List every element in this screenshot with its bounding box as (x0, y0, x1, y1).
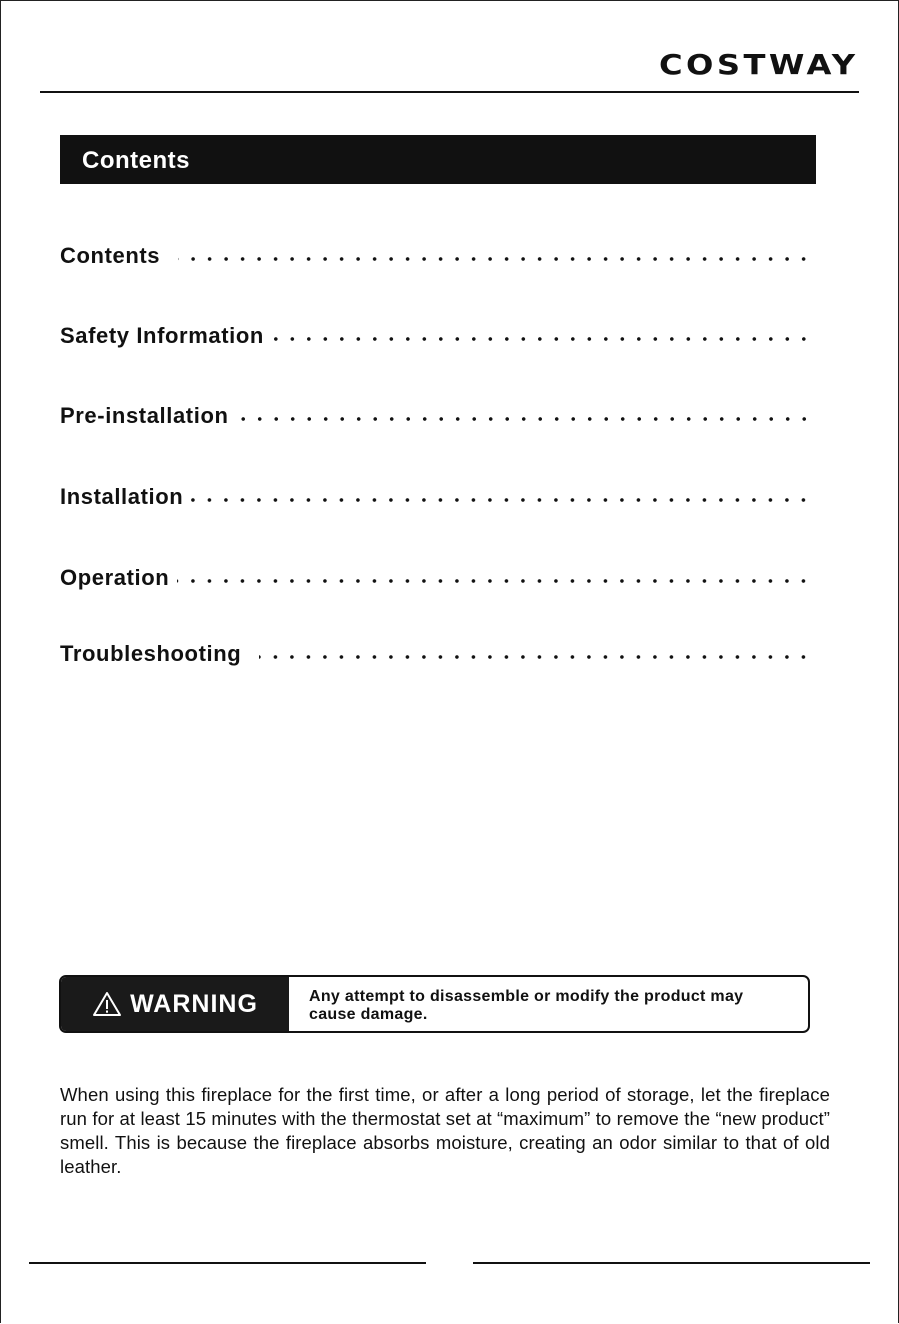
brand-logo: COSTWAY (659, 48, 859, 81)
toc-dot-leader (237, 417, 812, 421)
footer-divider-right (473, 1262, 870, 1264)
toc-item-label: Contents (60, 243, 161, 268)
section-title: Contents (82, 147, 190, 174)
toc-item-label: Pre-installation (60, 403, 229, 428)
toc-dot-leader (191, 498, 812, 502)
toc-item-operation[interactable] (60, 562, 812, 594)
toc-item-label: Troubleshooting (60, 641, 242, 666)
toc-item-safety-information[interactable] (60, 320, 812, 352)
warning-triangle-icon (92, 991, 122, 1017)
toc-item-installation[interactable] (60, 481, 812, 513)
toc-item-label: Safety Information (60, 323, 264, 348)
footer-divider-left (29, 1262, 426, 1264)
header-divider (40, 91, 859, 93)
toc-dot-leader (178, 257, 812, 261)
toc-item-contents[interactable] (60, 240, 812, 272)
toc-dot-leader (177, 579, 812, 583)
warning-message: Any attempt to disassemble or modify the product may cause damage. (309, 988, 744, 1023)
toc-item-troubleshooting[interactable] (60, 638, 812, 670)
warning-label: WARNING (130, 989, 258, 1018)
toc-item-label: Installation (60, 484, 184, 509)
section-banner (60, 135, 816, 184)
toc-dot-leader (259, 655, 812, 659)
toc-dot-leader (272, 337, 812, 341)
toc-item-pre-installation[interactable] (60, 400, 812, 432)
warning-badge (61, 977, 289, 1031)
first-use-paragraph: When using this fireplace for the first time, or after a long period of storage, let the fireplace run for at least 15 minutes with the thermostat set at “maximum” to remove the “new product” smell. This is because the fireplace absorbs moisture, creating an odor similar to that of old leather. (60, 1084, 830, 1177)
toc-item-label: Operation (60, 565, 170, 590)
warning-callout (59, 975, 810, 1033)
